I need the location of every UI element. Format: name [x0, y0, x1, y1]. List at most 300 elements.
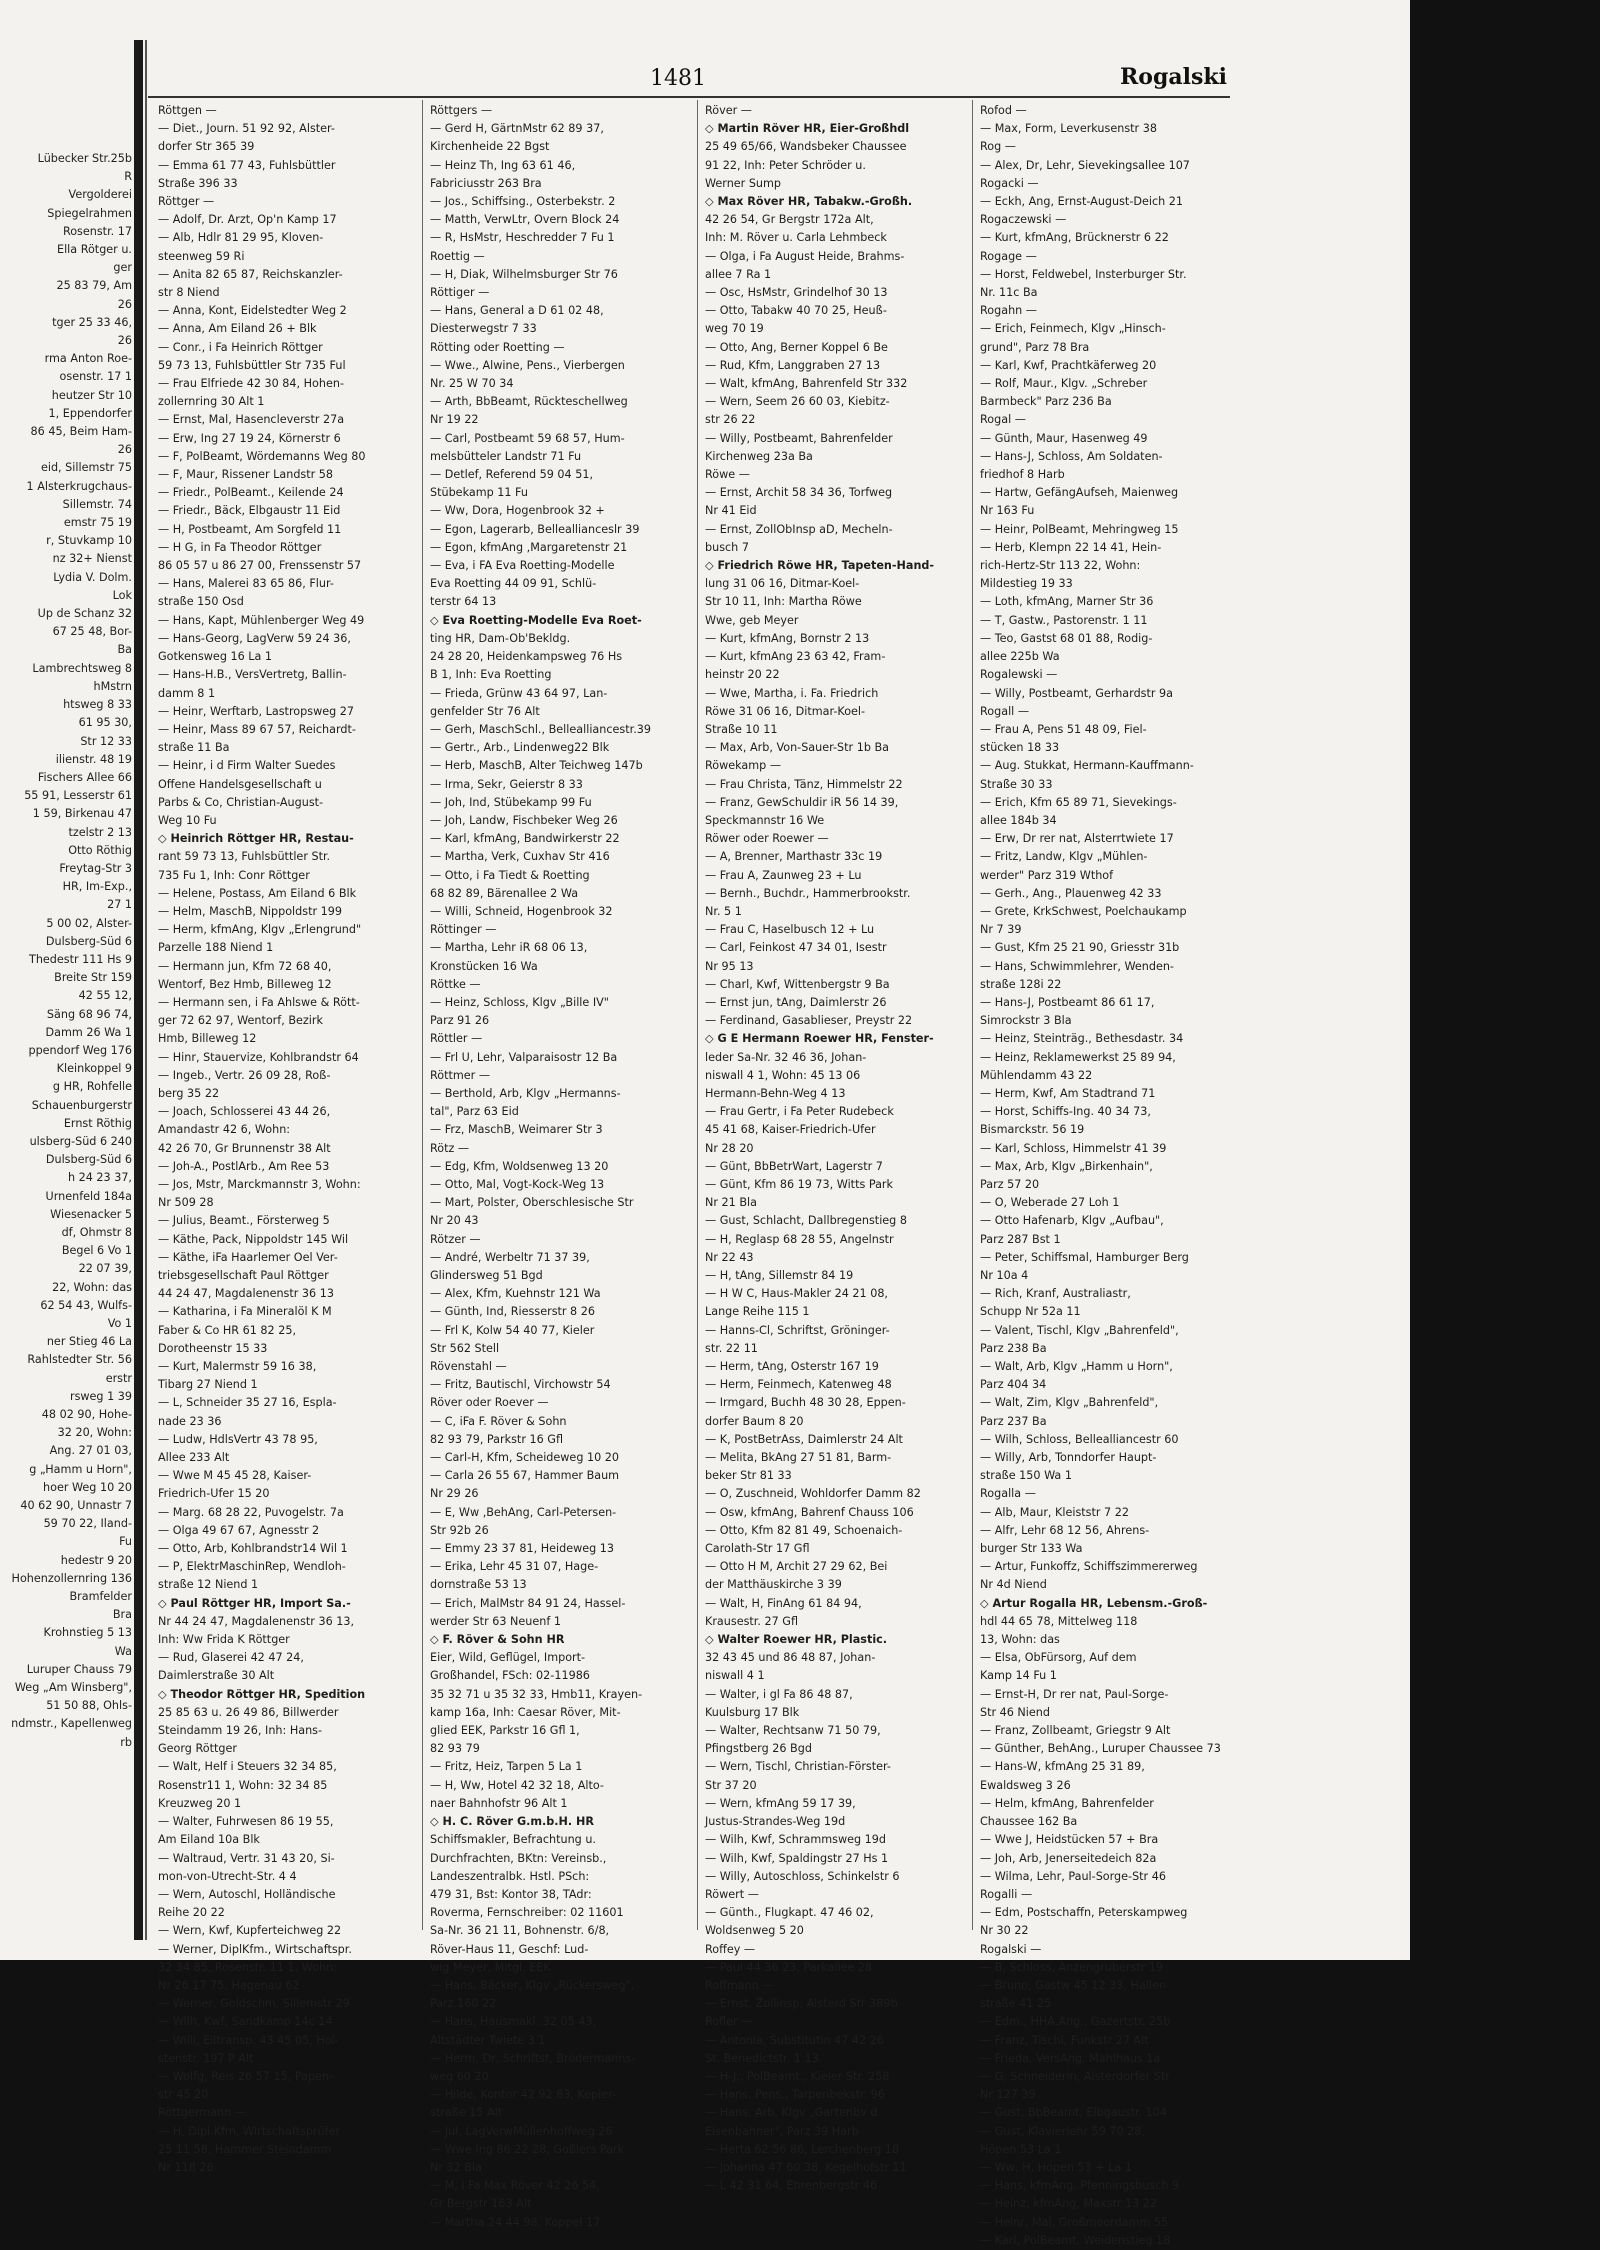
- directory-column-4: [980, 102, 1235, 2247]
- fragment-line: ndmstr., Kapellenweg: [11, 1717, 132, 1731]
- directory-entry-line: — Frz, MaschB, Weimarer Str 3: [430, 1123, 603, 1137]
- directory-entry-line: — Hans, kfmAng, Pfenningsbusch 9: [980, 2179, 1180, 2193]
- directory-entry-line: — Gust, Klavierlehr 59 70 28,: [980, 2124, 1145, 2138]
- directory-entry-line: Rogalla —: [980, 1487, 1036, 1501]
- directory-entry-line: — Erich, Feinmech, Klgv „Hinsch-: [980, 322, 1166, 336]
- directory-entry-line: straße 12 Niend 1: [158, 1578, 259, 1592]
- directory-entry-line: tal", Parz 63 Eid: [430, 1105, 519, 1119]
- directory-entry-line: — Karl, Kwf, Prachtkäferweg 20: [980, 358, 1157, 372]
- directory-entry-line: — H, Diak, Wilhelmsburger Str 76: [430, 267, 618, 281]
- directory-entry-line: Kreuzweg 20 1: [158, 1796, 242, 1810]
- directory-entry-line: — Carla 26 55 67, Hammer Baum: [430, 1469, 620, 1483]
- directory-entry-line: Röttke —: [430, 977, 481, 991]
- directory-entry-line: Nr 7 39: [980, 923, 1022, 937]
- directory-entry-line: Tibarg 27 Niend 1: [158, 1378, 258, 1392]
- directory-entry-line: Röwe —: [705, 468, 750, 482]
- directory-entry-line: — Heinr, i d Firm Walter Suedes: [158, 759, 336, 773]
- directory-entry-line: — L 42 31 64, Ehrenbergstr 46: [705, 2179, 878, 2193]
- column-rule: [972, 100, 973, 1930]
- directory-entry-line: — Martha, Verk, Cuxhav Str 416: [430, 850, 610, 864]
- fragment-line: Fischers Allee 66: [37, 770, 132, 784]
- directory-entry-line: — Hans, Schwimmlehrer, Wenden-: [980, 959, 1174, 973]
- directory-entry-line: Straße 30 33: [980, 777, 1053, 791]
- fragment-line: Ba: [117, 643, 132, 657]
- directory-entry-line: — Wwe J, Heidstücken 57 + Bra: [980, 1833, 1159, 1847]
- directory-entry-line: Friedrich-Ufer 15 20: [158, 1487, 270, 1501]
- fragment-line: h 24 23 37,: [67, 1171, 132, 1185]
- fragment-line: Dulsberg-Süd 6: [45, 1153, 132, 1167]
- fragment-line: g HR, Rohfelle: [52, 1080, 132, 1094]
- directory-entry-line: — Günt, BbBetrWart, Lagerstr 7: [705, 1159, 883, 1173]
- directory-entry-line: — Alfr, Lehr 68 12 56, Ahrens-: [980, 1523, 1150, 1537]
- directory-entry-line: Bismarckstr. 56 19: [980, 1123, 1085, 1137]
- directory-entry-line: — Hans, Hausmakl. 32 05 43,: [430, 2015, 597, 2029]
- directory-entry-line: — F, Maur, Rissener Landstr 58: [158, 468, 334, 482]
- fragment-line: eid, Sillemstr 75: [40, 461, 132, 475]
- fragment-line: 26: [117, 297, 132, 311]
- directory-entry-line: — Wwe Ing 86 22 28, Goßlers Park: [430, 2142, 625, 2156]
- directory-entry-line: str 26 22: [705, 413, 756, 427]
- directory-entry-line: — Emma 61 77 43, Fuhlsbüttler: [158, 158, 336, 172]
- directory-entry-line: — Conr., i Fa Heinrich Röttger: [158, 340, 323, 354]
- directory-entry-line: Schupp Nr 52a 11: [980, 1305, 1081, 1319]
- directory-entry-line: Parz 287 Bst 1: [980, 1232, 1061, 1246]
- directory-entry-line: ◇ Paul Röttger HR, Import Sa.-: [158, 1596, 351, 1610]
- directory-column-2: [430, 102, 685, 2229]
- fragment-line: Schauenburgerstr: [31, 1098, 132, 1112]
- directory-entry-line: Nr 118 26: [158, 2160, 214, 2174]
- directory-entry-line: — Otto, Mal, Vogt-Kock-Weg 13: [430, 1177, 605, 1191]
- directory-entry-line: — Gust, Schlacht, Dallbregenstieg 8: [705, 1214, 907, 1228]
- directory-entry-line: — Ernst, ZollObInsp aD, Mecheln-: [705, 522, 893, 536]
- directory-entry-line: — Wern, kfmAng 59 17 39,: [705, 1796, 856, 1810]
- directory-entry-line: — Horst, Feldwebel, Insterburger Str.: [980, 267, 1187, 281]
- directory-entry-line: Nr 19 22: [430, 413, 479, 427]
- directory-entry-line: — Walter, Fuhrwesen 86 19 55,: [158, 1815, 334, 1829]
- header-rule: [148, 96, 1230, 98]
- fragment-line: df, Ohmstr 8: [61, 1225, 132, 1239]
- directory-entry-line: Str 37 20: [705, 1778, 757, 1792]
- directory-entry-line: Rog —: [980, 140, 1016, 154]
- directory-entry-line: Röttgen —: [158, 104, 217, 117]
- directory-entry-line: niswall 4 1, Wohn: 45 13 06: [705, 1068, 861, 1082]
- directory-entry-line: grund", Parz 78 Bra: [980, 340, 1090, 354]
- directory-entry-line: Ewaldsweg 3 26: [980, 1778, 1071, 1792]
- directory-entry-line: — Erich, Kfm 65 89 71, Sievekings-: [980, 795, 1177, 809]
- fragment-line: 27 1: [107, 898, 132, 912]
- directory-entry-line: — Martha 24 44 98, Koppel 17: [430, 2215, 601, 2229]
- directory-entry-line: 42 26 70, Gr Brunnenstr 38 Alt: [158, 1141, 331, 1155]
- directory-entry-line: Röwert —: [705, 1887, 759, 1901]
- directory-entry-line: 25 85 63 u. 26 49 86, Billwerder: [158, 1705, 339, 1719]
- directory-entry-line: — Hermann jun, Kfm 72 68 40,: [158, 959, 332, 973]
- directory-entry-line: genfelder Str 76 Alt: [430, 704, 540, 718]
- directory-entry-line: — Peter, Schiffsmal, Hamburger Berg: [980, 1250, 1189, 1264]
- directory-entry-line: — Wern, Seem 26 60 03, Kiebitz-: [705, 395, 890, 409]
- fragment-line: Up de Schanz 32: [37, 607, 132, 621]
- directory-entry-line: — Heinz, Schloss, Klgv „Bille IV": [430, 995, 609, 1009]
- directory-entry-line: — Erw, Dr rer nat, Alsterrtwiete 17: [980, 832, 1174, 846]
- directory-entry-line: — O, Zuschneid, Wohldorfer Damm 82: [705, 1487, 921, 1501]
- directory-entry-line: — H, tAng, Sillemstr 84 19: [705, 1269, 854, 1282]
- directory-entry-line: Woldsenweg 5 20: [705, 1924, 804, 1938]
- directory-entry-line: allee 225b Wa: [980, 650, 1060, 664]
- directory-entry-line: — Otto, Tabakw 40 70 25, Heuß-: [705, 304, 887, 318]
- fragment-line: 62 54 43, Wulfs-: [40, 1298, 132, 1312]
- directory-entry-line: melsbütteler Landstr 71 Fu: [430, 449, 582, 463]
- directory-entry-line: Allee 233 Alt: [158, 1451, 230, 1465]
- directory-entry-line: Str 46 Niend: [980, 1705, 1050, 1719]
- directory-entry-line: — Ernst, Zollinsp, Alsterd Str 389b: [705, 1997, 898, 2011]
- directory-entry-line: — Franz, GewSchuldir iR 56 14 39,: [705, 795, 899, 809]
- fragment-line: Vergolderei: [68, 188, 132, 202]
- directory-entry-line: — Hartw, GefängAufseh, Maienweg: [980, 486, 1179, 500]
- directory-entry-line: — Melita, BkAng 27 51 81, Barm-: [705, 1451, 892, 1465]
- fragment-line: g „Hamm u Horn",: [29, 1462, 132, 1476]
- directory-entry-line: Steindamm 19 26, Inh: Hans-: [158, 1724, 323, 1738]
- directory-entry-line: — Hinr, Stauervize, Kohlbrandstr 64: [158, 1050, 359, 1064]
- directory-entry-line: Stübekamp 11 Fu: [430, 486, 528, 500]
- directory-entry-line: der Matthäuskirche 3 39: [705, 1578, 842, 1592]
- directory-entry-line: — Elsa, ObFürsorg, Auf dem: [980, 1651, 1137, 1665]
- directory-entry-line: — Joh, Ind, Stübekamp 99 Fu: [430, 795, 592, 809]
- directory-entry-line: Parzelle 188 Niend 1: [158, 941, 274, 955]
- fragment-line: 5 00 02, Alster-: [46, 916, 132, 930]
- directory-entry-line: Rogahn —: [980, 304, 1037, 318]
- directory-entry-line: — T, Gastw., Pastorenstr. 1 11: [980, 613, 1148, 627]
- directory-entry-line: heinstr 20 22: [705, 668, 780, 682]
- directory-entry-line: Gotkensweg 16 La 1: [158, 650, 273, 664]
- directory-entry-line: — Walt, kfmAng, Bahrenfeld Str 332: [705, 377, 908, 391]
- directory-entry-line: — Max, Arb, Von-Sauer-Str 1b Ba: [705, 741, 890, 755]
- directory-entry-line: — G, Schneiderin, Alsterdorfer Str: [980, 2069, 1170, 2083]
- directory-entry-line: — Karl, kfmAng, Bandwirkerstr 22: [430, 832, 620, 846]
- directory-entry-line: Röwekamp —: [705, 759, 782, 773]
- directory-entry-line: — Joh-A., PostlArb., Am Ree 53: [158, 1159, 330, 1173]
- directory-entry-line: mon-von-Utrecht-Str. 4 4: [158, 1869, 297, 1883]
- fragment-line: 26: [117, 443, 132, 457]
- directory-entry-line: — Edm, Postschaffn, Peterskampweg: [980, 1906, 1188, 1920]
- directory-entry-line: str 45 20: [158, 2088, 209, 2102]
- directory-entry-line: — Berthold, Arb, Klgv „Hermanns-: [430, 1086, 621, 1100]
- directory-entry-line: ◇ G E Hermann Roewer HR, Fenster-: [705, 1032, 934, 1046]
- directory-entry-line: Nr. 5 1: [705, 904, 742, 918]
- directory-entry-line: 86 05 57 u 86 27 00, Frenssenstr 57: [158, 559, 362, 573]
- directory-entry-line: — Frl U, Lehr, Valparaisostr 12 Ba: [430, 1050, 618, 1064]
- directory-entry-line: — Frieda, Grünw 43 64 97, Lan-: [430, 686, 608, 700]
- directory-entry-line: — Hans-H.B., VersVertretg, Ballin-: [158, 668, 347, 682]
- directory-entry-line: Eisenbahner", Parz 39 Harb: [705, 2124, 859, 2138]
- directory-entry-line: — Joh, Landw, Fischbeker Weg 26: [430, 813, 618, 827]
- directory-entry-line: friedhof 8 Harb: [980, 468, 1065, 482]
- fragment-line: Weg „Am Winsberg",: [14, 1681, 132, 1695]
- directory-entry-line: — Herta 62 56 86, Lerchenberg 18: [705, 2142, 900, 2156]
- directory-entry-line: — Wilh, Kwf, Schrammsweg 19d: [705, 1833, 886, 1847]
- directory-entry-line: — Helm, MaschB, Nippoldstr 199: [158, 904, 342, 918]
- directory-entry-line: — Wern, Autoschl, Holländische: [158, 1887, 336, 1901]
- directory-entry-line: Rogalski —: [980, 1942, 1042, 1956]
- directory-column-3: [705, 102, 960, 2193]
- directory-entry-line: — Ww, H, Höpen 53 + La 1: [980, 2160, 1132, 2174]
- directory-entry-line: — Loth, kfmAng, Marner Str 36: [980, 595, 1154, 609]
- directory-entry-line: — K, PostBetrAss, Daimlerstr 24 Alt: [705, 1432, 903, 1446]
- directory-entry-line: Parbs & Co, Christian-August-: [158, 795, 324, 809]
- directory-entry-line: Rötz —: [430, 1141, 470, 1155]
- directory-entry-line: glied EEK, Parkstr 16 Gfl 1,: [430, 1724, 580, 1738]
- directory-entry-line: ◇ H. C. Röver G.m.b.H. HR: [430, 1815, 595, 1829]
- directory-entry-line: — Hans, Kapt, Mühlenberger Weg 49: [158, 613, 365, 627]
- directory-entry-line: — Walt, Arb, Klgv „Hamm u Horn",: [980, 1360, 1173, 1374]
- fragment-line: Säng 68 96 74,: [46, 1007, 132, 1021]
- fragment-line: emstr 75 19: [63, 516, 132, 530]
- directory-entry-line: kamp 16a, Inh: Caesar Röver, Mit-: [430, 1705, 621, 1719]
- fragment-line: 67 25 48, Bor-: [52, 625, 132, 639]
- directory-entry-line: — Joh, Arb, Jenerseitedeich 82a: [980, 1851, 1157, 1865]
- book-gutter: [134, 40, 143, 1940]
- directory-entry-line: — Willi, Schneid, Hogenbrook 32: [430, 904, 613, 918]
- fragment-line: Rosenstr. 17: [62, 224, 132, 238]
- directory-entry-line: — Willy, Autoschloss, Schinkelstr 6: [705, 1869, 900, 1883]
- fragment-line: Freytag-Str 3: [59, 861, 132, 875]
- directory-entry-line: wig Meyer, Mitgl. EEK: [430, 1960, 551, 1974]
- directory-entry-line: allee 7 Ra 1: [705, 267, 772, 281]
- fragment-line: 51 50 88, Ohls-: [46, 1699, 132, 1713]
- directory-entry-line: Nr 22 43: [705, 1250, 754, 1264]
- directory-entry-line: — Walt, Zim, Klgv „Bahrenfeld",: [980, 1396, 1159, 1410]
- directory-entry-line: ◇ Friedrich Röwe HR, Tapeten-Hand-: [705, 559, 935, 573]
- directory-entry-line: — Anna, Am Eiland 26 + Blk: [158, 322, 317, 336]
- directory-entry-line: — Hans, Bäcker, Klgv „Rückersweg",: [430, 1978, 635, 1992]
- directory-entry-line: Parz 238 Ba: [980, 1341, 1047, 1355]
- fragment-line: 1 59, Birkenau 47: [32, 807, 132, 821]
- fragment-line: Str 12 33: [80, 734, 132, 748]
- directory-entry-line: — Johanna 47 60 38, Kegelhofstr 11: [705, 2160, 907, 2174]
- fragment-line: tzelstr 2 13: [68, 825, 132, 839]
- directory-entry-line: — Günt, Kfm 86 19 73, Witts Park: [705, 1177, 894, 1191]
- running-head: Rogalski: [1120, 64, 1227, 90]
- directory-entry-line: Nr 21 Bla: [705, 1196, 757, 1210]
- directory-entry-line: Rogalewski —: [980, 668, 1058, 682]
- directory-entry-line: Röwe 31 06 16, Ditmar-Koel-: [705, 704, 866, 718]
- directory-entry-line: — H, Reglasp 68 28 55, Angelnstr: [705, 1232, 894, 1246]
- directory-entry-line: — Hermann sen, i Fa Ahlswe & Rött-: [158, 995, 360, 1009]
- directory-entry-line: Rogall —: [980, 704, 1030, 718]
- directory-entry-line: — Hanns-Cl, Schriftst, Gröninger-: [705, 1323, 890, 1337]
- directory-entry-line: Kuulsburg 17 Blk: [705, 1705, 800, 1719]
- directory-entry-line: Parz 160 22: [430, 1997, 497, 2011]
- fragment-line: Wa: [114, 1644, 132, 1658]
- directory-entry-line: 35 32 71 u 35 32 33, Hmb11, Krayen-: [430, 1687, 643, 1701]
- directory-entry-line: — Bruno, Gastw 45 12 33, Haller-: [980, 1978, 1167, 1992]
- fragment-line: 86 45, Beim Ham-: [30, 425, 132, 439]
- directory-entry-line: str. 22 11: [705, 1341, 758, 1355]
- directory-entry-line: Inh: M. Röver u. Carla Lehmbeck: [705, 231, 887, 245]
- directory-entry-line: Röwer oder Roewer —: [705, 832, 829, 846]
- directory-entry-line: — Egon, kfmAng ,Margaretenstr 21: [430, 540, 628, 554]
- directory-entry-line: Nr 4d Niend: [980, 1578, 1047, 1592]
- directory-entry-line: — Herm, Feinmech, Katenweg 48: [705, 1378, 892, 1392]
- directory-entry-line: — Anita 82 65 87, Reichskanzler-: [158, 267, 343, 281]
- directory-entry-line: — Ernst jun, tAng, Daimlerstr 26: [705, 995, 887, 1009]
- directory-entry-line: steenweg 59 Ri: [158, 249, 245, 263]
- directory-entry-line: — Hans-J, Schloss, Am Soldaten-: [980, 449, 1163, 463]
- directory-entry-line: 25 49 65/66, Wandsbeker Chaussee: [705, 140, 907, 154]
- directory-entry-line: — Werner, DiplKfm., Wirtschaftspr.: [158, 1942, 352, 1956]
- directory-entry-line: Nr 28 20: [705, 1141, 754, 1155]
- directory-entry-line: — Matth, VerwLtr, Overn Block 24: [430, 213, 620, 227]
- column-rule: [697, 100, 698, 1930]
- directory-entry-line: Kamp 14 Fu 1: [980, 1669, 1057, 1683]
- fragment-line: osenstr. 17 1: [59, 370, 132, 384]
- directory-entry-line: Nr 30 22: [980, 1924, 1029, 1938]
- directory-entry-line: Rogalli —: [980, 1887, 1033, 1901]
- fragment-line: R: [124, 170, 132, 184]
- directory-entry-line: — Ww, Dora, Hogenbrook 32 +: [430, 504, 605, 518]
- directory-entry-line: — Wwe., Alwine, Pens., Vierbergen: [430, 358, 625, 372]
- directory-entry-line: — Gerd H, GärtnMstr 62 89 37,: [430, 122, 604, 136]
- directory-entry-line: Nr 163 Fu: [980, 504, 1035, 518]
- directory-entry-line: — Günther, BehAng., Luruper Chaussee 73: [980, 1742, 1221, 1756]
- directory-entry-line: Carolath-Str 17 Gfl: [705, 1542, 810, 1556]
- directory-entry-line: — Hans, General a D 61 02 48,: [430, 304, 604, 318]
- fragment-line: Ella Rötger u.: [57, 243, 132, 257]
- directory-entry-line: — Hans, Pens., Tarpenbekstr. 96: [705, 2088, 885, 2102]
- directory-entry-line: — Antonia, Substitutin 47 42 26: [705, 2033, 884, 2047]
- directory-entry-line: Barmbeck" Parz 236 Ba: [980, 395, 1112, 409]
- directory-entry-line: ger 72 62 97, Wentorf, Bezirk: [158, 1014, 323, 1028]
- directory-entry-line: — Friedr., Bäck, Elbgaustr 11 Eid: [158, 504, 341, 518]
- directory-entry-line: — Paul 44 36 23, Parkallee 28: [705, 1960, 873, 1974]
- fragment-line: 25 83 79, Am: [56, 279, 132, 293]
- directory-entry-line: — Alb, Maur, Kleiststr 7 22: [980, 1505, 1129, 1519]
- directory-entry-line: — Werner, Goldschm, Sillemstr 29: [158, 1997, 350, 2011]
- directory-entry-line: — Frl K, Kolw 54 40 77, Kieler: [430, 1323, 595, 1337]
- fragment-line: Begel 6 Vo 1: [61, 1244, 132, 1258]
- directory-entry-line: Amandastr 42 6, Wohn:: [158, 1123, 291, 1137]
- directory-entry-line: — Arth, BbBeamt, Rückteschellweg: [430, 395, 628, 409]
- directory-entry-line: — M, i Fa Max Röver 42 26 54,: [430, 2179, 600, 2193]
- directory-entry-line: 32 43 45 und 86 48 87, Johan-: [705, 1651, 876, 1665]
- directory-entry-line: — Olga 49 67 67, Agnesstr 2: [158, 1523, 320, 1537]
- directory-entry-line: — Adolf, Dr. Arzt, Op'n Kamp 17: [158, 213, 337, 227]
- directory-entry-line: Eier, Wild, Geflügel, Import-: [430, 1651, 586, 1665]
- fragment-line: Lydia V. Dolm.: [53, 570, 132, 584]
- directory-entry-line: Fabriciusstr 263 Bra: [430, 176, 542, 190]
- directory-entry-line: — Helm, kfmAng, Bahrenfelder: [980, 1796, 1154, 1810]
- book-gutter-edge: [145, 40, 147, 1940]
- directory-entry-line: — Heinr, Mal, Großmoordamm 55: [980, 2215, 1169, 2229]
- directory-entry-line: — Fritz, Heiz, Tarpen 5 La 1: [430, 1760, 583, 1774]
- directory-entry-line: — Friedr., PolBeamt., Keilende 24: [158, 486, 344, 500]
- directory-entry-line: — Alex, Kfm, Kuehnstr 121 Wa: [430, 1287, 601, 1301]
- directory-entry-line: Justus-Strandes-Weg 19d: [705, 1815, 846, 1829]
- directory-entry-line: Rogage —: [980, 249, 1037, 263]
- directory-entry-line: Nr 29 26: [430, 1487, 479, 1501]
- directory-entry-line: burger Str 133 Wa: [980, 1542, 1083, 1556]
- directory-entry-line: Nr. 25 W 70 34: [430, 377, 514, 391]
- directory-entry-line: — Fritz, Bautischl, Virchowstr 54: [430, 1378, 611, 1392]
- directory-entry-line: — Willy, Postbeamt, Bahrenfelder: [705, 431, 893, 445]
- directory-entry-line: 68 82 89, Bärenallee 2 Wa: [430, 886, 579, 900]
- directory-entry-line: Diesterwegstr 7 33: [430, 322, 537, 336]
- fragment-line: hoer Weg 10 20: [43, 1480, 132, 1494]
- fragment-line: hedestr 9 20: [60, 1553, 132, 1567]
- fragment-line: erstr: [105, 1371, 132, 1385]
- fragment-line: heutzer Str 10: [51, 388, 132, 402]
- directory-entry-line: — Valent, Tischl, Klgv „Bahrenfeld",: [980, 1323, 1179, 1337]
- directory-entry-line: — Carl-H, Kfm, Scheideweg 10 20: [430, 1451, 620, 1465]
- fragment-line: Wiesenacker 5: [50, 1207, 132, 1221]
- directory-entry-line: — Gertr., Arb., Lindenweg22 Blk: [430, 741, 610, 755]
- directory-entry-line: triebsgesellschaft Paul Röttger: [158, 1269, 329, 1282]
- directory-entry-line: ◇ Max Röver HR, Tabakw.-Großh.: [705, 195, 913, 209]
- directory-entry-line: Straße 396 33: [158, 176, 238, 190]
- directory-entry-line: — Herm, Kwf, Am Stadtrand 71: [980, 1086, 1156, 1100]
- directory-entry-line: Str 562 Stell: [430, 1341, 500, 1355]
- directory-entry-line: Kronstücken 16 Wa: [430, 959, 538, 973]
- directory-entry-line: — Gust, Kfm 25 21 90, Griesstr 31b: [980, 941, 1180, 955]
- directory-entry-line: — Frau A, Zaunweg 23 + Lu: [705, 868, 862, 882]
- directory-entry-line: Kirchenheide 22 Bgst: [430, 140, 550, 154]
- directory-entry-line: — L, Schneider 35 27 16, Espla-: [158, 1396, 337, 1410]
- directory-entry-line: — Heinz, Steinträg., Bethesdastr. 34: [980, 1032, 1184, 1046]
- directory-entry-line: beker Str 81 33: [705, 1469, 792, 1483]
- directory-entry-line: — Ernst, Archit 58 34 36, Torfweg: [705, 486, 893, 500]
- directory-entry-line: — Heinr, Mass 89 67 57, Reichardt-: [158, 722, 356, 736]
- directory-entry-line: — Otto, Ang, Berner Koppel 6 Be: [705, 340, 888, 354]
- directory-entry-line: busch 7: [705, 540, 749, 554]
- directory-entry-line: — Heinz Th, Ing 63 61 46,: [430, 158, 576, 172]
- directory-entry-line: berg 35 22: [158, 1086, 220, 1100]
- directory-entry-line: — Käthe, iFa Haarlemer Oel Ver-: [158, 1250, 338, 1264]
- directory-entry-line: Röver oder Roever —: [430, 1396, 549, 1410]
- directory-entry-line: — Joach, Schlosserei 43 44 26,: [158, 1105, 331, 1119]
- fragment-line: Ang. 27 01 03,: [49, 1444, 132, 1458]
- directory-entry-line: — Anna, Kont, Eidelstedter Weg 2: [158, 304, 347, 318]
- directory-entry-line: — Teo, Gastst 68 01 88, Rodig-: [980, 631, 1153, 645]
- directory-entry-line: Sa-Nr. 36 21 11, Bohnenstr. 6/8,: [430, 1924, 610, 1938]
- directory-entry-line: — Herb, MaschB, Alter Teichweg 147b: [430, 759, 643, 773]
- fragment-line: Fu: [119, 1535, 132, 1549]
- fragment-line: htsweg 8 33: [63, 698, 132, 712]
- directory-entry-line: straße 128i 22: [980, 977, 1062, 991]
- directory-entry-line: Eva Roetting 44 09 91, Schlü-: [430, 577, 597, 591]
- directory-entry-line: ◇ Martin Röver HR, Eier-Großhdl: [705, 122, 910, 136]
- directory-entry-line: Kirchenweg 23a Ba: [705, 449, 813, 463]
- directory-entry-line: Reihe 20 22: [158, 1906, 225, 1920]
- fragment-line: 26: [117, 334, 132, 348]
- directory-entry-line: — F, PolBeamt, Wördemanns Weg 80: [158, 449, 366, 463]
- fragment-line: tger 25 33 46,: [52, 315, 132, 329]
- directory-entry-line: werder" Parz 319 Wthof: [980, 868, 1114, 882]
- directory-entry-line: Röttler —: [430, 1032, 483, 1046]
- fragment-line: hMstrn: [93, 679, 132, 693]
- directory-entry-line: Schiffsmakler, Befrachtung u.: [430, 1833, 596, 1847]
- directory-entry-line: — Wern, Kwf, Kupferteichweg 22: [158, 1924, 342, 1938]
- directory-entry-line: 13, Wohn: das: [980, 1633, 1060, 1647]
- directory-entry-line: straße 150 Wa 1: [980, 1469, 1072, 1483]
- directory-entry-line: Röver —: [705, 104, 752, 117]
- directory-entry-line: — Rich, Kranf, Australiastr,: [980, 1287, 1131, 1301]
- directory-entry-line: — Wolfg, Reis 26 57 15, Papen-: [158, 2069, 334, 2083]
- directory-entry-line: straße 15 Alt: [430, 2106, 503, 2120]
- directory-entry-line: — Walter, Rechtsanw 71 50 79,: [705, 1724, 881, 1738]
- directory-entry-line: — Herb, Klempn 22 14 41, Hein-: [980, 540, 1162, 554]
- fragment-line: 1, Eppendorfer: [48, 406, 132, 420]
- fragment-line: Bra: [112, 1608, 132, 1622]
- directory-entry-line: — Hans-J, Postbeamt 86 61 17,: [980, 995, 1155, 1009]
- directory-entry-line: Röttger —: [158, 195, 215, 209]
